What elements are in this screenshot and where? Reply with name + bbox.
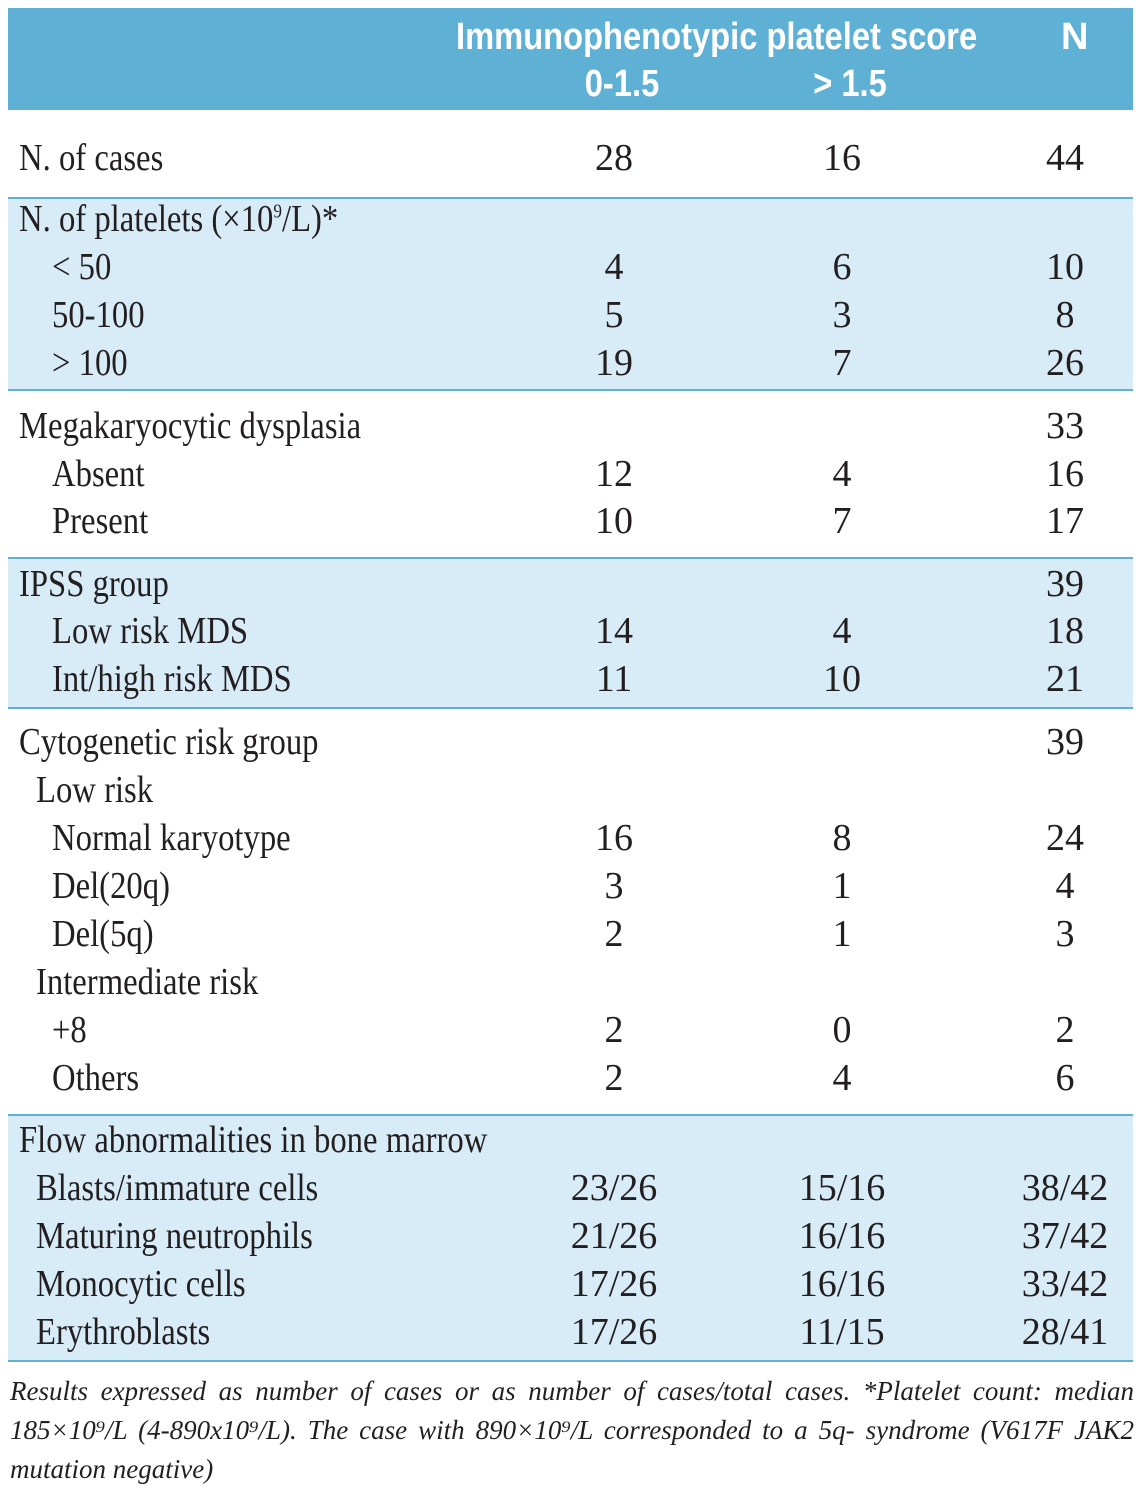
- cell-low-score: 17/26: [570, 1311, 658, 1353]
- section-rule: [8, 707, 1133, 709]
- cell-high-score: 10: [823, 658, 861, 700]
- row-label: Cytogenetic risk group: [19, 721, 319, 763]
- section-rule: [8, 1360, 1133, 1362]
- cell-high-score: 7: [832, 500, 852, 542]
- table-row: [0, 958, 1143, 1006]
- row-label: < 50: [52, 246, 112, 288]
- row-label: Normal karyotype: [52, 817, 291, 859]
- row-label: 50-100: [52, 294, 145, 336]
- table-row: [0, 402, 1143, 450]
- cell-total: 33: [1046, 405, 1084, 447]
- row-label: Int/high risk MDS: [52, 658, 292, 700]
- header-col-high: > 1.5: [813, 63, 887, 105]
- cell-low-score: 12: [595, 453, 633, 495]
- cell-high-score: 4: [832, 1057, 852, 1099]
- table-header: [8, 8, 1133, 110]
- table-row: [0, 862, 1143, 910]
- cell-low-score: 17/26: [570, 1263, 658, 1305]
- cell-low-score: 2: [604, 1009, 624, 1051]
- row-label: > 100: [52, 342, 128, 384]
- table-footnote: Results expressed as number of cases or as number of cases/total cases. *Platelet count: median 185×10⁹/L (4-890x10⁹/L). The case with 890×10⁹/L corresponded to a 5q- syndrome (V617F JAK2 mutation negative): [10, 1376, 1134, 1484]
- cell-low-score: 14: [595, 610, 633, 652]
- cell-low-score: 19: [595, 342, 633, 384]
- header-title: Immunophenotypic platelet score: [456, 16, 978, 58]
- cell-low-score: 28: [595, 137, 633, 179]
- table-row: [0, 1212, 1143, 1260]
- table-row: [0, 607, 1143, 655]
- cell-total: 38/42: [1021, 1167, 1109, 1209]
- cell-total: 39: [1046, 563, 1084, 605]
- row-label: Maturing neutrophils: [36, 1215, 313, 1257]
- cell-high-score: 16/16: [798, 1215, 886, 1257]
- table-row: [0, 450, 1143, 498]
- row-label: Monocytic cells: [36, 1263, 246, 1305]
- table-row: [0, 1116, 1143, 1164]
- table-row: [0, 497, 1143, 545]
- row-label: Megakaryocytic dysplasia: [19, 405, 362, 447]
- table-row: [0, 1260, 1143, 1308]
- cell-low-score: 3: [604, 865, 624, 907]
- cell-low-score: 5: [604, 294, 624, 336]
- table-row: [0, 655, 1143, 703]
- cell-total: 33/42: [1021, 1263, 1109, 1305]
- table-row: [0, 560, 1143, 608]
- row-label: N. of cases: [19, 137, 164, 179]
- row-label: Low risk: [36, 769, 154, 811]
- cell-total: 6: [1055, 1057, 1075, 1099]
- cell-total: 24: [1046, 817, 1084, 859]
- table-row: [0, 766, 1143, 814]
- cell-total: 16: [1046, 453, 1084, 495]
- cell-high-score: 0: [832, 1009, 852, 1051]
- row-label: Intermediate risk: [36, 961, 259, 1003]
- cell-high-score: 8: [832, 817, 852, 859]
- row-label: Present: [52, 500, 149, 542]
- cell-total: 2: [1055, 1009, 1075, 1051]
- table-row: [0, 1308, 1143, 1356]
- cell-low-score: 4: [604, 246, 624, 288]
- cell-high-score: 4: [832, 453, 852, 495]
- row-label: IPSS group: [19, 563, 169, 605]
- cell-low-score: 16: [595, 817, 633, 859]
- cell-low-score: 21/26: [570, 1215, 658, 1257]
- superscript: 9: [273, 200, 282, 223]
- row-label: Erythroblasts: [36, 1311, 211, 1353]
- label-text: N. of platelets (×10: [19, 198, 274, 240]
- cell-total: 44: [1046, 137, 1084, 179]
- row-label: Flow abnormalities in bone marrow: [19, 1119, 488, 1161]
- cell-total: 4: [1055, 865, 1075, 907]
- cell-total: 37/42: [1021, 1215, 1109, 1257]
- cell-low-score: 2: [604, 1057, 624, 1099]
- row-label: Del(20q): [52, 865, 170, 907]
- cell-high-score: 1: [832, 913, 852, 955]
- cell-low-score: 11: [595, 658, 633, 700]
- cell-high-score: 16: [823, 137, 861, 179]
- table-row: [0, 291, 1143, 339]
- table-row: [0, 814, 1143, 862]
- table-row: [0, 1054, 1143, 1102]
- cell-high-score: 3: [832, 294, 852, 336]
- row-label: [19, 195, 338, 243]
- cell-total: 17: [1046, 500, 1084, 542]
- label-text-end: /L)*: [281, 198, 339, 240]
- table-row: [0, 718, 1143, 766]
- table-row: [0, 195, 1143, 243]
- table-row: [0, 134, 1143, 182]
- row-label: Others: [52, 1057, 140, 1099]
- cell-high-score: 15/16: [798, 1167, 886, 1209]
- cell-total: 3: [1055, 913, 1075, 955]
- cell-low-score: 10: [595, 500, 633, 542]
- row-label: Absent: [52, 453, 145, 495]
- cell-total: 39: [1046, 721, 1084, 763]
- table-row: [0, 1164, 1143, 1212]
- cell-low-score: 23/26: [570, 1167, 658, 1209]
- table-row: [0, 243, 1143, 291]
- cell-high-score: 11/15: [799, 1311, 885, 1353]
- row-label: Low risk MDS: [52, 610, 249, 652]
- header-col-n: N: [1061, 16, 1089, 58]
- cell-total: 18: [1046, 610, 1084, 652]
- cell-total: 28/41: [1021, 1311, 1109, 1353]
- row-label: Blasts/immature cells: [36, 1167, 319, 1209]
- table-row: [0, 339, 1143, 387]
- cell-low-score: 2: [604, 913, 624, 955]
- section-rule: [8, 389, 1133, 391]
- cell-high-score: 6: [832, 246, 852, 288]
- table-row: [0, 1006, 1143, 1054]
- cell-high-score: 1: [832, 865, 852, 907]
- table-row: [0, 910, 1143, 958]
- cell-total: 26: [1046, 342, 1084, 384]
- cell-high-score: 16/16: [798, 1263, 886, 1305]
- row-label: Del(5q): [52, 913, 154, 955]
- cell-high-score: 4: [832, 610, 852, 652]
- cell-total: 21: [1046, 658, 1084, 700]
- row-label: +8: [52, 1009, 87, 1051]
- cell-high-score: 7: [832, 342, 852, 384]
- cell-total: 10: [1046, 246, 1084, 288]
- header-col-low: 0-1.5: [584, 63, 660, 105]
- cell-total: 8: [1055, 294, 1075, 336]
